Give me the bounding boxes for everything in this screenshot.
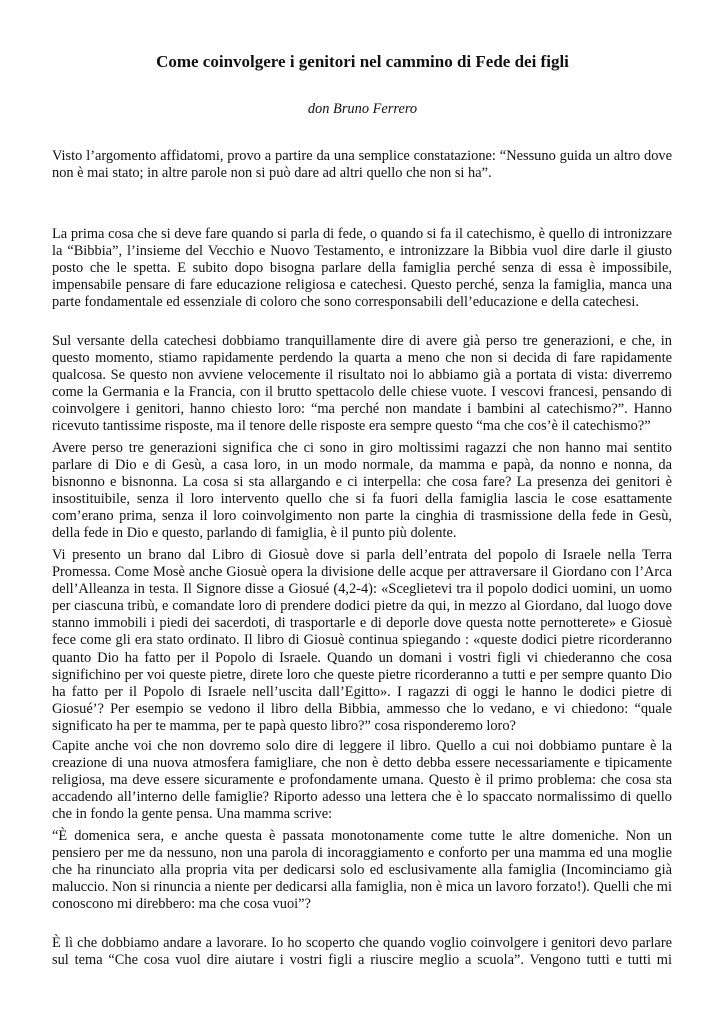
paragraph-mother-letter: “È domenica sera, e anche questa è passata monotonamente come tutte le altre domeniche. Non un pensiero per me da nessuno, non una parola di incoraggiamento e conforto per una mamma ed una moglie che ha rinunciato alla propria vita per dedicarsi solo ed esclusivamente alla famiglia (Incominciamo già maluccio. Non si rinuncia a niente per dedicarsi alla famiglia, non è mica un lavoro forzato!). Quelli che mi conoscono mi direbbero: ma che cosa vuoi”?	[52, 828, 672, 913]
paragraph-bible-family: La prima cosa che si deve fare quando si parla di fede, o quando si fa il catechismo, è quello di intronizzare la “Bibbia”, l’insieme del Vecchio e Nuovo Testamento, e intronizzare la Bibbia vuol dire darle il giusto posto che le spetta. E subito dopo bisogna parlare della famiglia perché senza di essa è impossibile, impensabile pensare di fare educazione religiosa e catechesi. Questo perché, senza la famiglia, manca una parte fondamentale ed essenziale di coloro che sono corresponsabili dell’educazione e della catechesi.	[52, 226, 672, 311]
paragraph-school-topic: È lì che dobbiamo andare a lavorare. Io ho scoperto che quando voglio coinvolgere i genitori devo parlare sul tema “Che cosa vuol dire aiutare i vostri figli a riuscire meglio a scuola”. Vengono tutti e tutti mi	[52, 935, 672, 969]
paragraph-lost-generations: Sul versante della catechesi dobbiamo tranquillamente dire di avere già perso tre generazioni, e che, in questo momento, stiamo rapidamente perdendo la quarta a meno che non si decida di fare rapidamente qualcosa. Se questo non avviene velocemente il risultato noi lo abbiamo già a portata di vista: diverremo come la Germania e la Francia, con il brutto spettacolo delle chiese vuote. I vescovi francesi, pensando di coinvolgere i genitori, hanno chiesto loro: “ma perché non mandate i bambini al catechismo?”. Hanno ricevuto tantissime risposte, ma il tenore delle risposte era sempre questo “ma che cos’è il catechismo?”	[52, 333, 672, 435]
author-name: don Bruno Ferrero	[307, 101, 418, 117]
paragraph-intro: Visto l’argomento affidatomi, provo a partire da una semplice constatazione: “Nessuno guida un altro dove non è mai stato; in altre parole non si può dare ad altri quello che non si ha”.	[52, 148, 672, 182]
document-title: Come coinvolgere i genitori nel cammino di Fede dei figli	[156, 52, 569, 71]
paragraph-joshua-stones: Vi presento un brano dal Libro di Giosuè dove si parla dell’entrata del popolo di Israele nella Terra Promessa. Come Mosè anche Giosuè opera la divisione delle acque per attraversare il Giordano con l’Arca dell’Alleanza in testa. Il Signore disse a Giosué (4,2-4): «Sceglietevi tra il popolo dodici uomini, un uomo per ciascuna tribù, e comandate loro di prendere dodici pietre da qui, in mezzo al Giordano, dal luogo dove stanno immobili i piedi dei sacerdoti, di trasportarle e di deporle dove questa notte pernotterete» e Giosuè fece come gli era stato ordinato. Il libro di Giosuè continua spiegando : «queste dodici pietre ricorderanno quanto Dio ha fatto per il Popolo di Israele. Quando un domani i vostri figli vi chiederanno che cosa significhino per voi queste pietre, direte loro che queste pietre ricorderanno a tutti e per sempre quanto Dio ha fatto per il Popolo di Israele nell’uscita dall’Egitto». I ragazzi di oggi le hanno le dodici pietre di Giosué’? Per esempio se vedono il libro della Bibbia, ammesso che lo vedano, e vi chiedono: “quale significato ha per te mamma, per te papà questo libro?” cosa risponderemo loro?	[52, 547, 672, 734]
paragraph-parents-presence: Avere perso tre generazioni significa che ci sono in giro moltissimi ragazzi che non hanno mai sentito parlare di Dio e di Gesù, a casa loro, in un modo normale, da mamma e papà, da nonno e nonna, da bisnonno e bisnonna. La cosa si sta allargando e ci interpella: che cosa fare? La presenza dei genitori è insostituibile, senza il loro intervento quello che si fa fuori della famiglia lascia le cose esattamente com’erano prima, senza il loro coinvolgimento non parte la cinghia di trasmissione della fede in Gesù, della fede in Dio e questo, parlando di famiglia, è il punto più dolente.	[52, 440, 672, 542]
paragraph-family-atmosphere: Capite anche voi che non dovremo solo dire di leggere il libro. Quello a cui noi dobbiamo puntare è la creazione di una nuova atmosfera famigliare, che non è detto debba essere necessariamente e tipicamente religiosa, ma deve essere sicuramente e profondamente umana. Questo è il primo problema: che cosa sta accadendo all’interno delle famiglie? Riporto adesso una lettera che è lo spaccato normalissimo di quello che in fondo la gente pensa. Una mamma scrive:	[52, 738, 672, 823]
